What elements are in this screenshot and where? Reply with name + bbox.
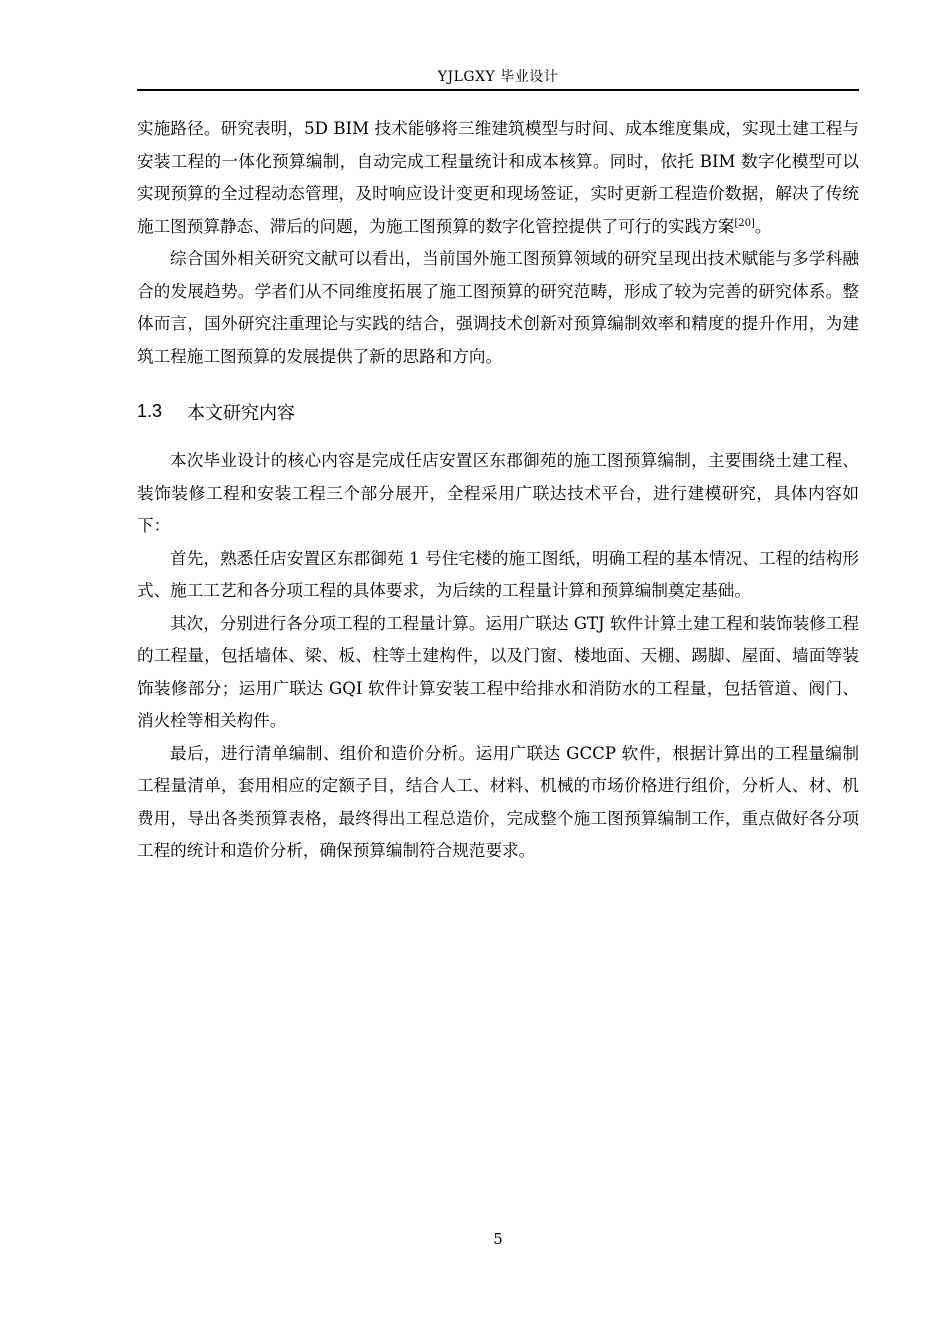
citation-marker: [20] xyxy=(734,217,755,229)
section-number: 1.3 xyxy=(137,401,163,421)
paragraph-design-overview: 本次毕业设计的核心内容是完成任店安置区东郡御苑的施工图预算编制，主要围绕土建工程、装饰装修工程和安装工程三个部分展开，全程采用广联达技术平台，进行建模研究，具体内容如下： xyxy=(137,451,859,535)
paragraph-bim-research xyxy=(137,113,859,243)
document-body xyxy=(137,113,859,868)
paragraph-text: 实施路径。研究表明，5D BIM 技术能够将三维建筑模型与时间、成本维度集成，实现土建工程与安装工程的一体化预算编制，自动完成工程量统计和成本核算。同时，依托 BIM 数字化模型可以实现预算的全过程动态管理，及时响应设计变更和现场签证，实时更新工程造价数据，解决了传统施工图预算静态、滞后的问题，为施工图预算的数字化管控提供了可行的实践方案 xyxy=(137,119,859,236)
section-title: 本文研究内容 xyxy=(187,402,295,424)
header-rule xyxy=(137,89,859,91)
page-number: 5 xyxy=(493,1230,503,1248)
paragraph-step-second: 其次，分别进行各分项工程的工程量计算。运用广联达 GTJ 软件计算土建工程和装饰装修工程的工程量，包括墙体、梁、板、柱等土建构件，以及门窗、楼地面、天棚、踢脚、屋面、墙面等装饰装修部分；运用广联达 GQI 软件计算安装工程中给排水和消防水的工程量，包括管道、阀门、消火栓等相关构件。 xyxy=(137,613,859,730)
paragraph-foreign-research-summary: 综合国外相关研究文献可以看出，当前国外施工图预算领域的研究呈现出技术赋能与多学科融合的发展趋势。学者们从不同维度拓展了施工图预算的研究范畴，形成了较为完善的研究体系。整体而言，国外研究注重理论与实践的结合，强调技术创新对预算编制效率和精度的提升作用，为建筑工程施工图预算的发展提供了新的思路和方向。 xyxy=(137,249,859,366)
paragraph-step-first: 首先，熟悉任店安置区东郡御苑 1 号住宅楼的施工图纸，明确工程的基本情况、工程的结构形式、施工工艺和各分项工程的具体要求，为后续的工程量计算和预算编制奠定基础。 xyxy=(137,548,859,600)
paragraph-tail: 。 xyxy=(754,216,772,236)
section-heading xyxy=(137,373,859,445)
paragraph-step-final: 最后，进行清单编制、组价和造价分析。运用广联达 GCCP 软件，根据计算出的工程量编制工程量清单，套用相应的定额子目，结合人工、材料、机械的市场价格进行组价，分析人、材、机费用，导出各类预算表格，最终得出工程总造价，完成整个施工图预算编制工作，重点做好各分项工程的统计和造价分析，确保预算编制符合规范要求。 xyxy=(137,743,859,860)
page-header: YJLGXY 毕业设计 xyxy=(437,69,559,85)
